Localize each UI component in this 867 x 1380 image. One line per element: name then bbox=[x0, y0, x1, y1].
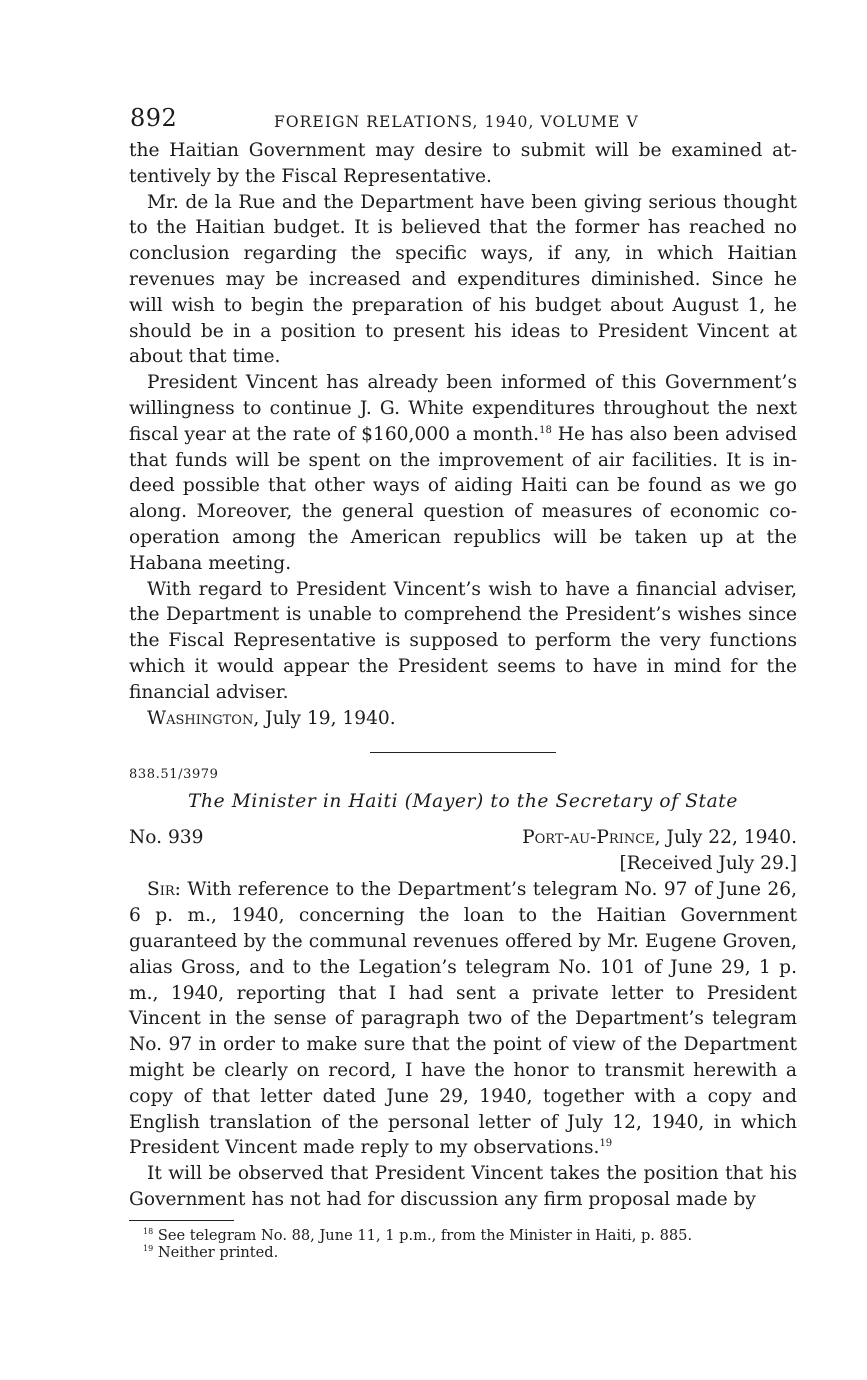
footnote-19 bbox=[143, 1244, 797, 1261]
footnote-18 bbox=[143, 1227, 797, 1244]
received-date: [Received July 29.] bbox=[619, 853, 797, 875]
document-place: Port-au-Prince bbox=[522, 827, 655, 849]
letter-body bbox=[129, 877, 797, 1212]
running-head bbox=[129, 104, 797, 138]
salutation: Sir bbox=[147, 879, 175, 901]
paragraph-3-text-b: He has also been advised that funds will be spent on the improvement of air facilities. It is in-deed possible that other ways of aiding Haiti can be found as we go along. Moreover, the general question of measures of economic co-operation among the American republics will be taken up at the Habana meeting. bbox=[129, 423, 797, 574]
page-number: 892 bbox=[130, 104, 178, 132]
paragraph-1: the Haitian Government may desire to submit will be examined at-tentively by the Fiscal Representative. bbox=[129, 140, 797, 187]
letter-paragraph-1 bbox=[129, 877, 797, 1161]
page bbox=[129, 104, 797, 1261]
footnote-ref-18: 18 bbox=[539, 424, 552, 436]
paragraph-2: Mr. de la Rue and the Department have been giving serious thought to the Haitian budget. It is believed that the former has reached no conclusion regarding the specific ways, if any, in which Haitian revenues may be increased and expenditures diminished. Since he will wish to begin the preparation of his budget about August 1, he should be in a position to present his ideas to President Vincent at about that time. bbox=[129, 191, 797, 368]
letter-paragraph-2: It will be observed that President Vincent takes the position that his Government has not had for discussion any firm proposal made by bbox=[129, 1163, 797, 1210]
document-number: No. 939 bbox=[129, 827, 204, 849]
footnote-text: Neither printed. bbox=[153, 1243, 279, 1261]
body-text bbox=[129, 138, 797, 731]
footnotes bbox=[129, 1227, 797, 1261]
document-heading: The Minister in Haiti (Mayer) to the Secretary of State bbox=[188, 791, 738, 813]
footnote-ref-19: 19 bbox=[599, 1138, 613, 1150]
footnote-marker: 19 bbox=[143, 1243, 154, 1253]
place-date bbox=[522, 825, 797, 851]
footnote-marker: 18 bbox=[143, 1226, 154, 1236]
signature-date: , July 19, 1940. bbox=[253, 707, 396, 729]
dateline bbox=[129, 825, 797, 877]
running-title: FOREIGN RELATIONS, 1940, VOLUME V bbox=[274, 113, 639, 131]
letter-paragraph-1-text: : With reference to the Department’s telegram No. 97 of June 26, 6 p. m., 1940, concerning the loan to the Haitian Government guaranteed by the communal revenues offered by Mr. Eugene Groven, alias Gross, and to the Legation’s telegram No. 101 of June 29, 1 p. m., 1940, reporting that I had sent a private letter to President Vincent in the sense of paragraph two of the Department’s telegram No. 97 in order to make sure that the point of view of the Department might be clearly on record, I have the honor to transmit herewith a copy of that letter dated June 29, 1940, together with a copy and English translation of the personal letter of July 12, 1940, in which President Vincent made reply to my observations. bbox=[129, 879, 797, 1159]
paragraph-3-text-a: President Vincent has already been informed of this Government’s willingness to continue J. G. White expenditures throughout the next fiscal year at the rate of $160,000 a month. bbox=[129, 372, 797, 445]
footnote-divider bbox=[129, 1220, 234, 1221]
footnote-text: See telegram No. 88, June 11, 1 p.m., from the Minister in Haiti, p. 885. bbox=[153, 1226, 693, 1244]
signature-place: Washington bbox=[147, 707, 254, 729]
paragraph-4: With regard to President Vincent’s wish to have a financial adviser, the Department is unable to comprehend the President’s wishes since the Fiscal Representative is supposed to perform the very functions which it would appear the President seems to have in mind for the financial adviser. bbox=[129, 578, 797, 703]
signature-line bbox=[129, 706, 797, 732]
paragraph-3 bbox=[129, 370, 797, 576]
file-number: 838.51/3979 bbox=[129, 767, 219, 783]
section-divider bbox=[370, 752, 556, 753]
document-date: , July 22, 1940. bbox=[654, 827, 797, 849]
